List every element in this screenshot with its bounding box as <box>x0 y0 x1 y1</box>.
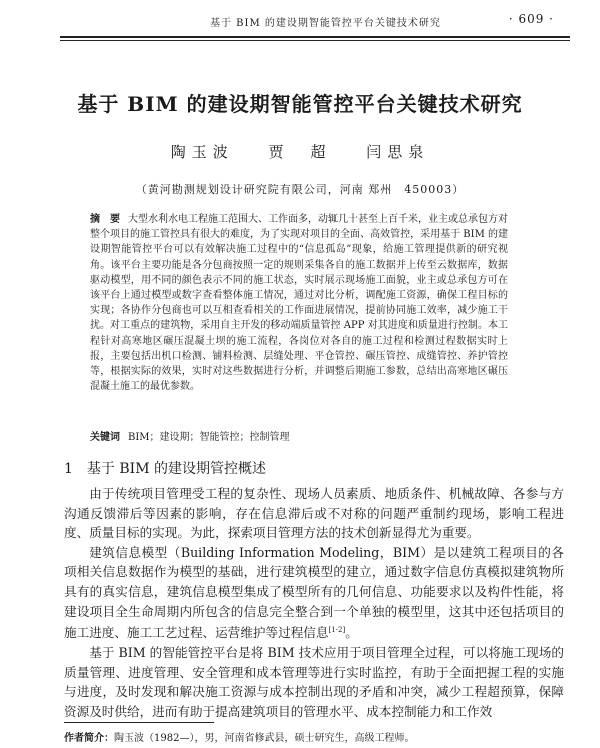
section-title: 基于 BIM 的建设期管控概述 <box>86 461 266 477</box>
keywords <box>90 430 508 445</box>
author-1: 陶玉波 <box>170 143 234 161</box>
page-number: · 609 · <box>508 12 554 26</box>
keywords-text: BIM；建设期；智能管控；控制管理 <box>128 432 290 443</box>
running-head-title: 基于 BIM 的建设期智能管控平台关键技术研究 <box>210 18 441 29</box>
affiliation: （黄河勘测规划设计研究院有限公司，河南 郑州 450003） <box>135 183 465 196</box>
author-3: 闫思泉 <box>366 143 430 161</box>
paragraph-2-end: 。 <box>345 625 358 641</box>
footnote-text: 陶玉波（1982—），男，河南省修武县，硕士研究生，高级工程师。 <box>114 733 415 744</box>
header-rule-thin <box>60 40 570 41</box>
footnote <box>64 729 414 744</box>
paper-title: 基于 BIM 的建设期智能管控平台关键技术研究 <box>77 92 523 116</box>
paragraph-1: 由于传统项目管理受工程的复杂性、现场人员素质、地质条件、机械故障、各参与方沟通反馈滞后等因素的影响，存在信息滞后或不对称的问题严重制约现场，影响工程进度、质量目标的实现。为此，探索项目管理方法的技术创新显得尤为重要。 <box>64 486 564 541</box>
author-list <box>0 141 600 162</box>
footnote-label: 作者简介： <box>64 733 114 744</box>
citation: [1-2] <box>328 626 346 635</box>
section-heading <box>64 458 266 478</box>
abstract <box>90 212 508 394</box>
header-rule <box>60 36 570 38</box>
abstract-label: 摘 要 <box>90 214 120 225</box>
keywords-label: 关键词 <box>90 432 120 443</box>
author-2: 贾 超 <box>268 143 332 161</box>
running-head <box>60 12 560 30</box>
footnote-rule <box>64 722 214 723</box>
body-text <box>64 484 564 721</box>
paragraph-2 <box>64 543 564 643</box>
section-number: 1 <box>64 461 73 477</box>
paragraph-2-text: 建筑信息模型（Building Information Modeling，BIM）是以建筑工程项目的各项相关信息数据作为模型的基础，进行建筑模型的建立，通过数字信息仿真模拟建筑物所具有的真实信息，建筑信息模型集成了模型所有的几何信息、功能要求以及构件性能，将建设项目全生命周期内所包含的信息完全整合到一个单独的模型里，这其中还包括项目的施工进度、施工工艺过程、运营维护等过程信息 <box>64 544 564 641</box>
paragraph-3: 基于 BIM 的智能管控平台是将 BIM 技术应用于项目管理全过程，可以将施工现场的质量管理、进度管理、安全管理和成本管理等进行实时监控，有助于全面把握工程的实施与进度，及时发现和解决施工资源与成本控制出现的矛盾和冲突，减少工程超预算，保障资源及时供给，进而有助于提高建筑项目的管理水平、成本控制能力和工作效 <box>64 644 564 719</box>
abstract-text: 大型水利水电工程施工范围大、工作面多，动辄几十甚至上百千米，业主或总承包方对整个项目的施工管控具有很大的难度，为了实现对项目的全面、高效管控，采用基于 BIM 的建设期智能管控平台可以有效解决施工过程中的“信息孤岛”现象，给施工管理提供新的研究视角。该平台主要功能是各分包商按照一定的规则采集各自的施工数据并上传至云数据库，数据驱动模型，用不同的颜色表示不同的施工状态，实时展示现场施工面貌，业主或总承包方可在该平台上通过模型或数字查看整体施工情况，通过对比分析，调配施工资源，确保工程目标的实现；各协作分包商也可以互相查看相关的工作面进展情况，提前协同施工效率，减少施工干扰。对工重点的建筑物，采用自主开发的移动端质量管控 APP 对其进度和质量进行控制。本工程针对高寒地区碾压混凝土坝的施工流程，各岗位对各自的施工过程和检测过程数据实时上报，主要包括出机口检测、铺料检测、层缝处理、平仓管控、碾压管控、成缝管控、养护管控等，根据实际的效果，实时对这些数据进行分析，并调整后期施工参数，总结出高寒地区碾压混凝土施工的最优参数。 <box>90 214 508 393</box>
